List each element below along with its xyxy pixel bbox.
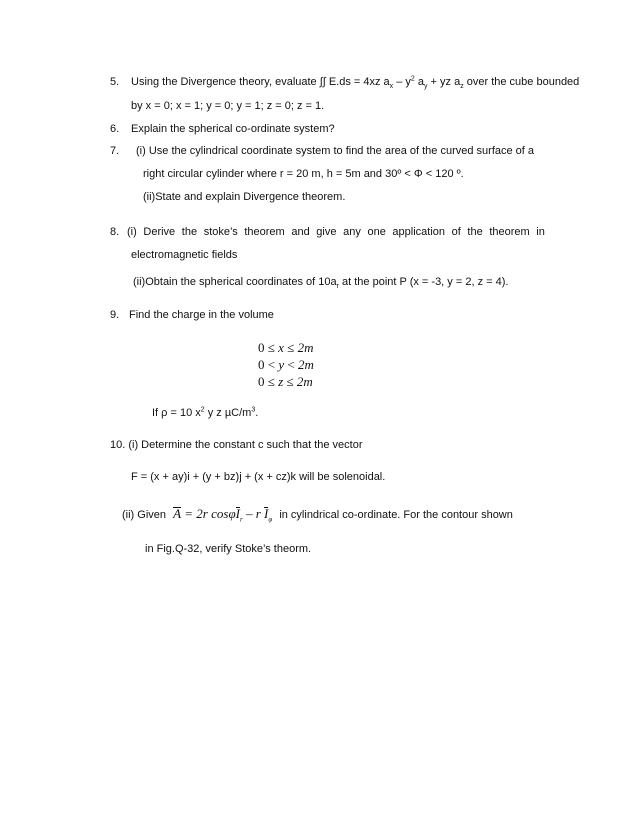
q9-text: Find the charge in the volume [129, 309, 274, 321]
q5-line1: Using the Divergence theory, evaluate ∫∫ E.ds = 4xz $a_x - y^2$ $a_y$ + yz $a_z$ over the cube bounded [131, 75, 580, 91]
q8-word: the [467, 226, 483, 238]
phi-range-symbol: < Φ < [404, 168, 433, 180]
q10-line1: 10. (i) Determine the constant c such that the vector [110, 439, 363, 451]
q8-word: Derive [143, 226, 176, 238]
q6-number: 6. [110, 123, 120, 135]
q8-word: theorem [489, 226, 530, 238]
inequality-x: 0 ≤ x ≤ 2m [258, 340, 314, 355]
q8-line3: (ii)Obtain the spherical coordinates of $10a_r$ at the point P (x = -3, y = 2, z = 4). [133, 276, 509, 291]
q8-word: of [451, 226, 461, 238]
q10-line3: (ii) Given A = 2r cosφI$_r$ – r $I_\varphi$ in cylindrical co-ordinate. For the contour shown [122, 506, 513, 524]
q10-line2: F = (x + ay)i + (y + bz)j + (x + cz)k will be solenoidal. [131, 471, 386, 483]
q8-word: any [343, 226, 361, 238]
q9-charge-density: If ρ = 10 $x^2$ y z $\mu C/m^3$. [152, 406, 259, 419]
volume-inequalities [258, 339, 314, 390]
q6-text: Explain the spherical co-ordinate system? [131, 123, 335, 135]
q8-line2: electromagnetic fields [131, 249, 238, 261]
q10-line4: in Fig.Q-32, verify Stoke’s theorm. [145, 543, 312, 555]
q8-word: in [536, 226, 545, 238]
q7-line2: right circular cylinder where r = 20 m, h = 5m and 30º < Φ < 120 º. [143, 168, 464, 180]
inequality-z: 0 ≤ z ≤ 2m [258, 374, 313, 389]
q8-word: (i) [127, 226, 137, 238]
q7-number: 7. [110, 145, 120, 157]
q7-line3: (ii)State and explain Divergence theorem. [143, 191, 346, 203]
inequality-y: 0 < y < 2m [258, 357, 314, 372]
q8-line1 [127, 225, 545, 239]
q5-line2: by x = 0; x = 1; y = 0; y = 1; z = 0; z = 1. [131, 100, 325, 112]
q8-number: 8. [110, 226, 120, 238]
q8-word: theorem [244, 226, 285, 238]
q7-line1: (i) Use the cylindrical coordinate system to find the area of the curved surface of a [136, 145, 535, 157]
q8-word: and [291, 226, 310, 238]
q8-word: application [392, 226, 446, 238]
q8-word: one [367, 226, 386, 238]
q5-number: 5. [110, 76, 120, 88]
vector-field-expression: A = 2r cosφI$_r$ – r $I_\varphi$ [173, 506, 273, 524]
q8-word: the [181, 226, 198, 238]
q9-number: 9. [110, 309, 120, 321]
q8-word: stoke’s [203, 226, 238, 238]
q8-word: give [316, 226, 337, 238]
